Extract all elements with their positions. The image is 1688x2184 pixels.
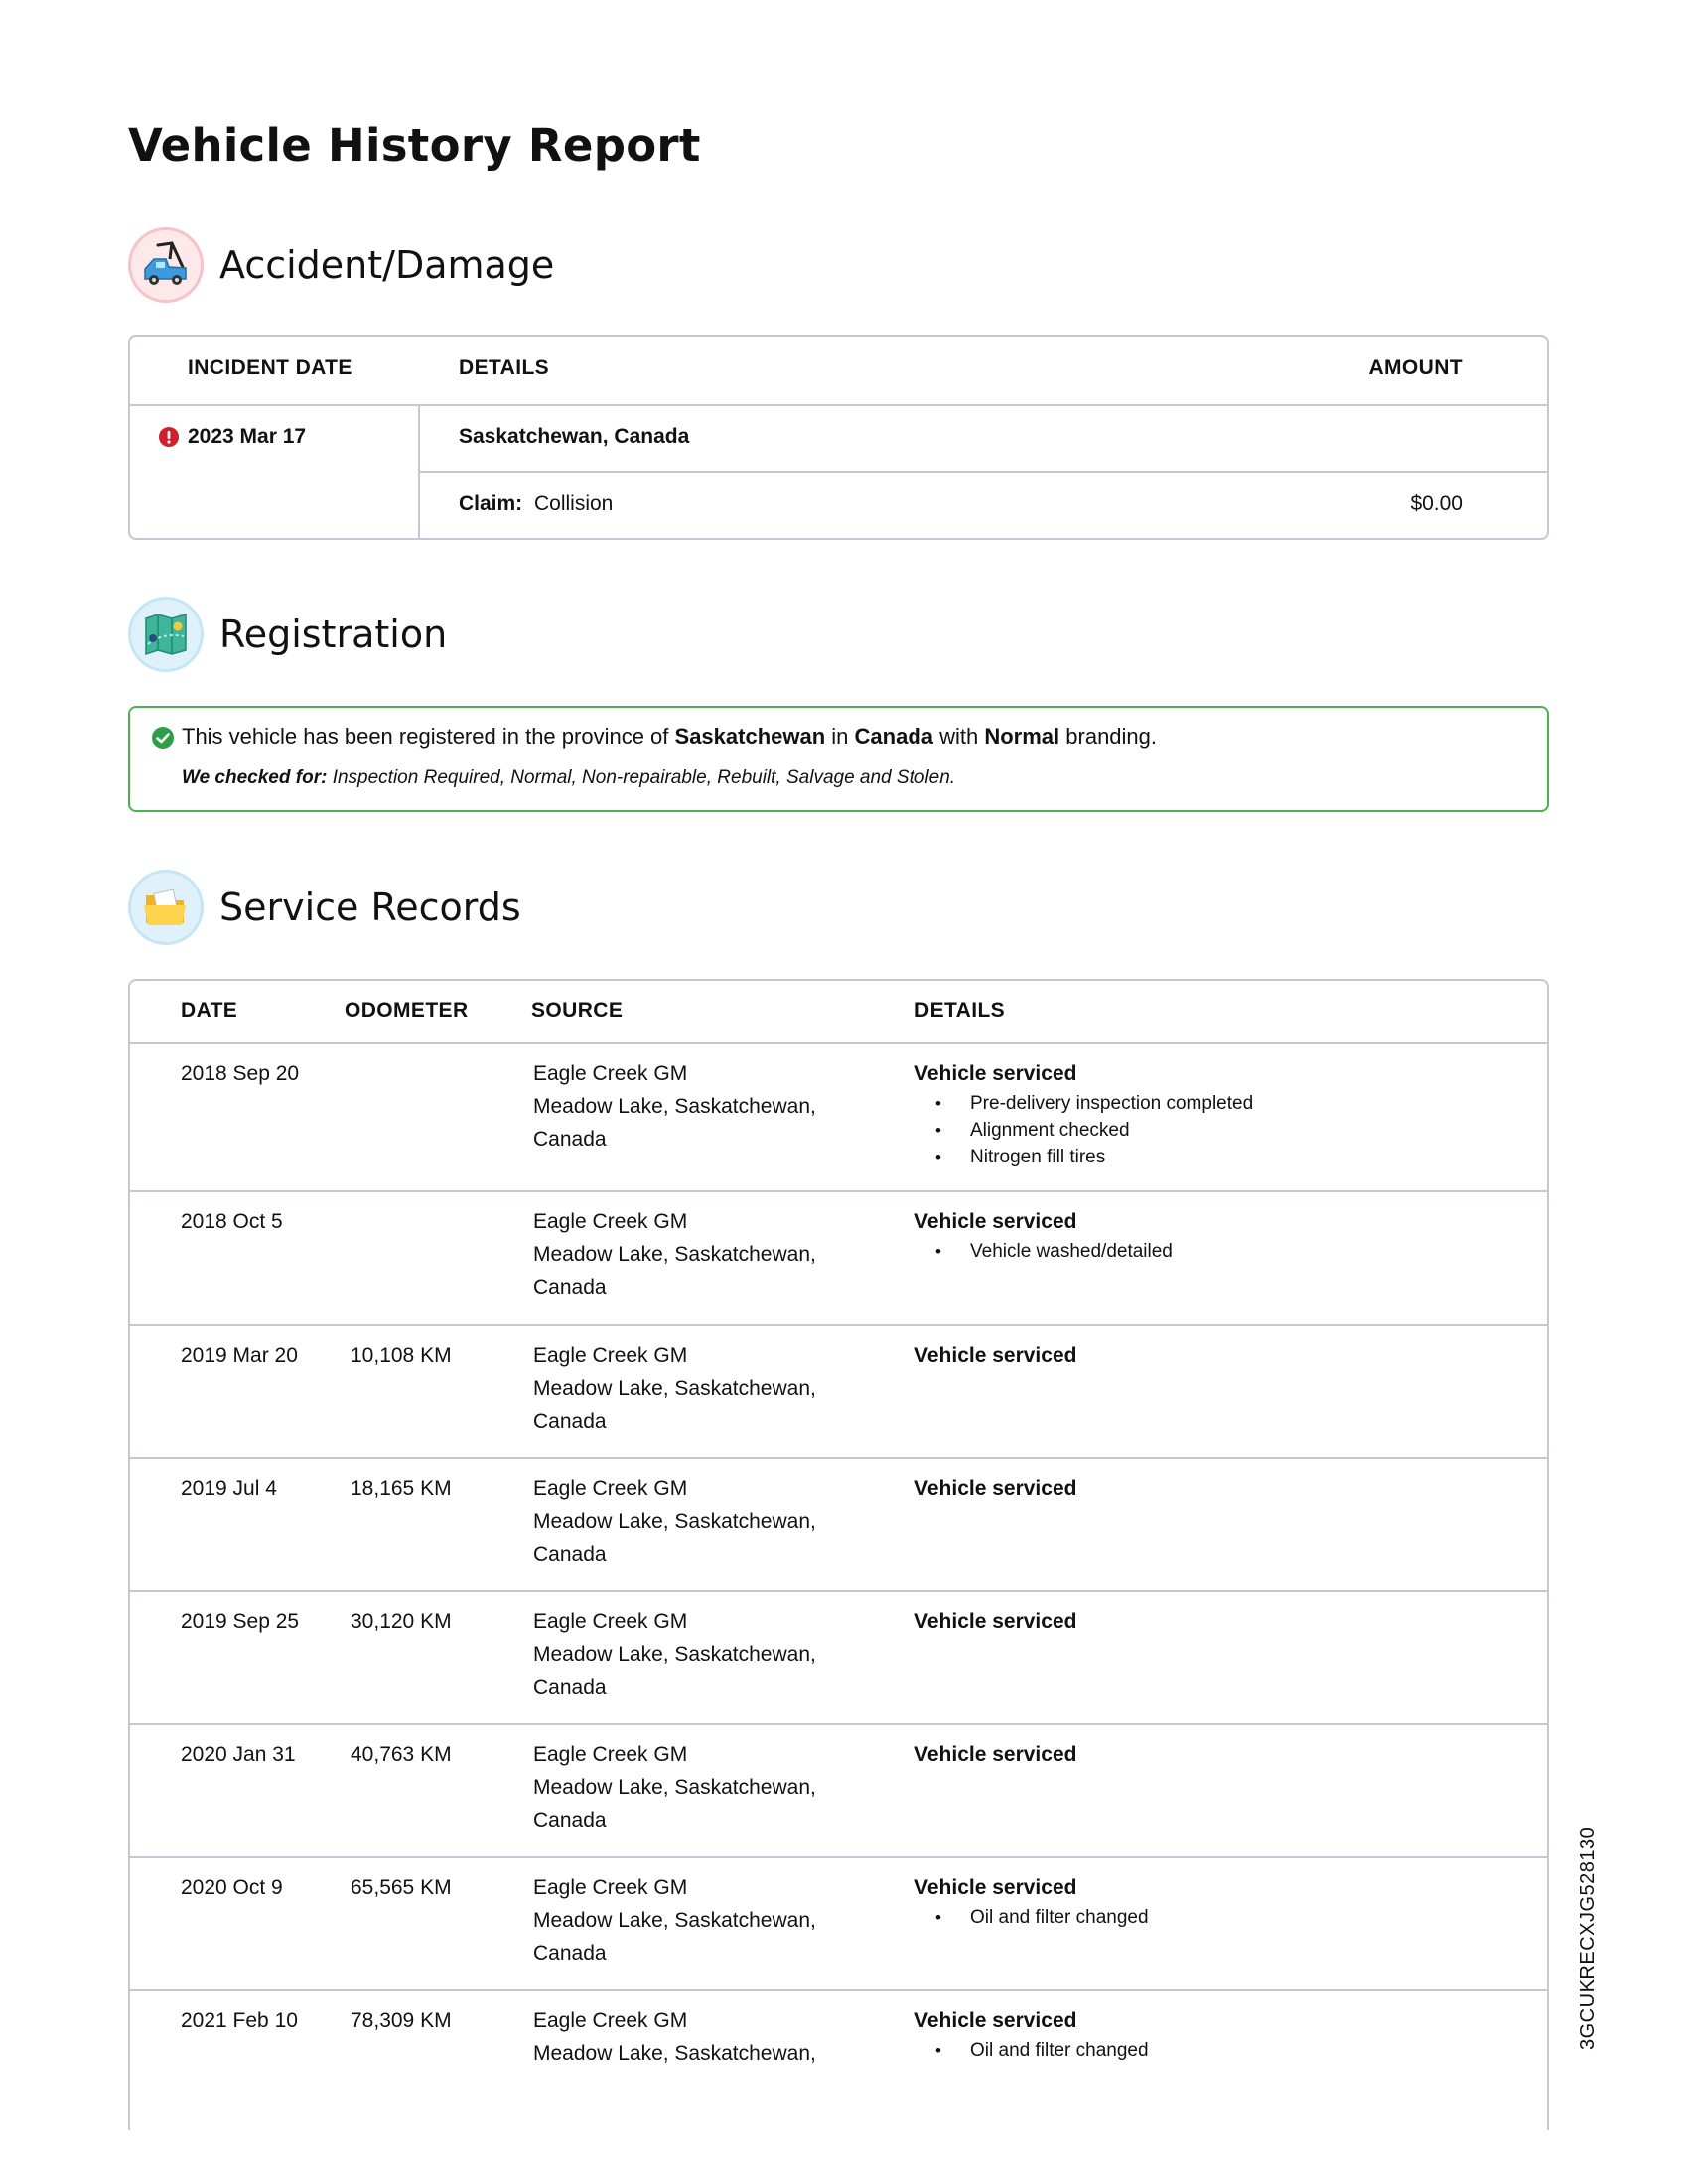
table-row [130, 1723, 1547, 1858]
service-item: • Alignment checked [970, 1117, 1510, 1144]
claim-label: Claim: [459, 492, 523, 515]
registration-province: Saskatchewan [674, 724, 826, 749]
accident-table [128, 335, 1549, 540]
col-details: DETAILS [459, 356, 550, 379]
source-country: Canada [533, 1543, 607, 1566]
row-divider [418, 471, 1547, 473]
claim-type: Collision [534, 492, 614, 515]
service-date: 2019 Mar 20 [181, 1344, 298, 1367]
checked-label: We checked for: [182, 767, 328, 788]
source-name: Eagle Creek GM [533, 1610, 688, 1633]
table-row [130, 1590, 1547, 1725]
tow-truck-icon [128, 227, 204, 303]
table-row [130, 1042, 1547, 1192]
table-row [130, 1324, 1547, 1459]
service-details [914, 1472, 1510, 1505]
checked-list: Inspection Required, Normal, Non-repairable, Rebuilt, Salvage and Stolen. [327, 767, 956, 788]
service-date: 2018 Sep 20 [181, 1062, 300, 1085]
registration-section-header [128, 597, 447, 672]
registration-branding: Normal [984, 724, 1060, 749]
service-items [914, 1238, 1510, 1265]
source-country: Canada [533, 1676, 607, 1699]
source-city: Meadow Lake, Saskatchewan, [533, 1243, 816, 1266]
service-date: 2019 Jul 4 [181, 1477, 277, 1500]
service-source [533, 1057, 861, 1156]
source-country: Canada [533, 1942, 607, 1965]
service-source [533, 1871, 861, 1970]
source-city: Meadow Lake, Saskatchewan, [533, 1095, 816, 1118]
service-details [914, 1339, 1510, 1372]
registration-summary [182, 724, 1157, 750]
registration-country: Canada [854, 724, 933, 749]
service-details [914, 1738, 1510, 1771]
source-city: Meadow Lake, Saskatchewan, [533, 1510, 816, 1533]
check-circle-icon [151, 726, 175, 754]
col-date: DATE [181, 999, 238, 1022]
service-date: 2018 Oct 5 [181, 1210, 283, 1233]
source-country: Canada [533, 1410, 607, 1433]
registration-section-title: Registration [219, 613, 448, 656]
service-records-table [128, 979, 1549, 2130]
service-odometer: 65,565 KM [351, 1876, 452, 1899]
service-title: Vehicle serviced [914, 1477, 1077, 1500]
source-city: Meadow Lake, Saskatchewan, [533, 1776, 816, 1799]
table-row [130, 1190, 1547, 1326]
service-source [533, 1738, 861, 1837]
service-items [914, 1904, 1510, 1931]
service-title: Vehicle serviced [914, 2009, 1077, 2032]
registration-text-4: branding. [1059, 724, 1158, 749]
source-country: Canada [533, 1276, 607, 1298]
source-city: Meadow Lake, Saskatchewan, [533, 1643, 816, 1666]
claim-amount: $0.00 [1410, 492, 1463, 515]
registration-status-box [128, 706, 1549, 812]
registration-text-1: This vehicle has been registered in the province of [182, 724, 675, 749]
service-odometer: 18,165 KM [351, 1477, 452, 1500]
table-row [130, 1856, 1547, 1991]
service-section-title: Service Records [219, 886, 521, 929]
service-details [914, 1605, 1510, 1638]
source-name: Eagle Creek GM [533, 1876, 688, 1899]
service-odometer: 78,309 KM [351, 2009, 452, 2032]
col-incident-date: INCIDENT DATE [188, 356, 352, 379]
service-odometer: 10,108 KM [351, 1344, 452, 1367]
service-source [533, 1605, 861, 1704]
page-title: Vehicle History Report [128, 119, 701, 172]
service-title: Vehicle serviced [914, 1210, 1077, 1233]
service-title: Vehicle serviced [914, 1344, 1077, 1367]
registration-text-3: with [933, 724, 985, 749]
folder-icon [128, 870, 204, 945]
service-date: 2019 Sep 25 [181, 1610, 300, 1633]
service-source [533, 1339, 861, 1437]
source-name: Eagle Creek GM [533, 2009, 688, 2032]
service-section-header [128, 870, 521, 945]
source-country: Canada [533, 1128, 607, 1151]
source-name: Eagle Creek GM [533, 1477, 688, 1500]
service-source [533, 1205, 861, 1303]
service-title: Vehicle serviced [914, 1062, 1077, 1085]
service-title: Vehicle serviced [914, 1876, 1077, 1899]
service-item: • Vehicle washed/detailed [970, 1238, 1510, 1265]
service-source [533, 1472, 861, 1570]
source-country: Canada [533, 1809, 607, 1832]
service-date: 2021 Feb 10 [181, 2009, 298, 2032]
service-items [914, 2037, 1510, 2064]
source-city: Meadow Lake, Saskatchewan, [533, 1377, 816, 1400]
source-city: Meadow Lake, Saskatchewan, [533, 1909, 816, 1932]
service-details [914, 2004, 1510, 2064]
col-amount: AMOUNT [1368, 356, 1463, 379]
service-title: Vehicle serviced [914, 1743, 1077, 1766]
accident-section-header [128, 227, 554, 303]
service-source [533, 2004, 861, 2070]
accident-table-header [130, 337, 1547, 406]
service-odometer: 40,763 KM [351, 1743, 452, 1766]
col-source: SOURCE [531, 999, 624, 1022]
service-item: • Nitrogen fill tires [970, 1144, 1510, 1170]
source-name: Eagle Creek GM [533, 1344, 688, 1367]
table-row [130, 1989, 1547, 2122]
service-item: • Oil and filter changed [970, 2037, 1510, 2064]
service-items [914, 1090, 1510, 1170]
service-date: 2020 Oct 9 [181, 1876, 283, 1899]
service-title: Vehicle serviced [914, 1610, 1077, 1633]
service-item: • Pre-delivery inspection completed [970, 1090, 1510, 1117]
registration-text-2: in [825, 724, 855, 749]
incident-date: 2023 Mar 17 [188, 425, 307, 448]
service-date: 2020 Jan 31 [181, 1743, 296, 1766]
service-item: • Oil and filter changed [970, 1904, 1510, 1931]
service-table-header [130, 981, 1547, 1044]
service-details [914, 1057, 1510, 1170]
table-row [130, 1457, 1547, 1592]
service-details [914, 1205, 1510, 1265]
source-name: Eagle Creek GM [533, 1062, 688, 1085]
incident-location: Saskatchewan, Canada [459, 425, 690, 448]
col-details: DETAILS [914, 999, 1006, 1022]
accident-section-title: Accident/Damage [219, 243, 555, 287]
col-odometer: ODOMETER [345, 999, 469, 1022]
source-name: Eagle Creek GM [533, 1210, 688, 1233]
map-icon [128, 597, 204, 672]
service-details [914, 1871, 1510, 1931]
source-name: Eagle Creek GM [533, 1743, 688, 1766]
service-odometer: 30,120 KM [351, 1610, 452, 1633]
vin-label: 3GCUKRECXJG528130 [1577, 1826, 1599, 2050]
alert-icon [158, 426, 180, 453]
source-city: Meadow Lake, Saskatchewan, [533, 2042, 816, 2065]
registration-checked [182, 767, 955, 789]
